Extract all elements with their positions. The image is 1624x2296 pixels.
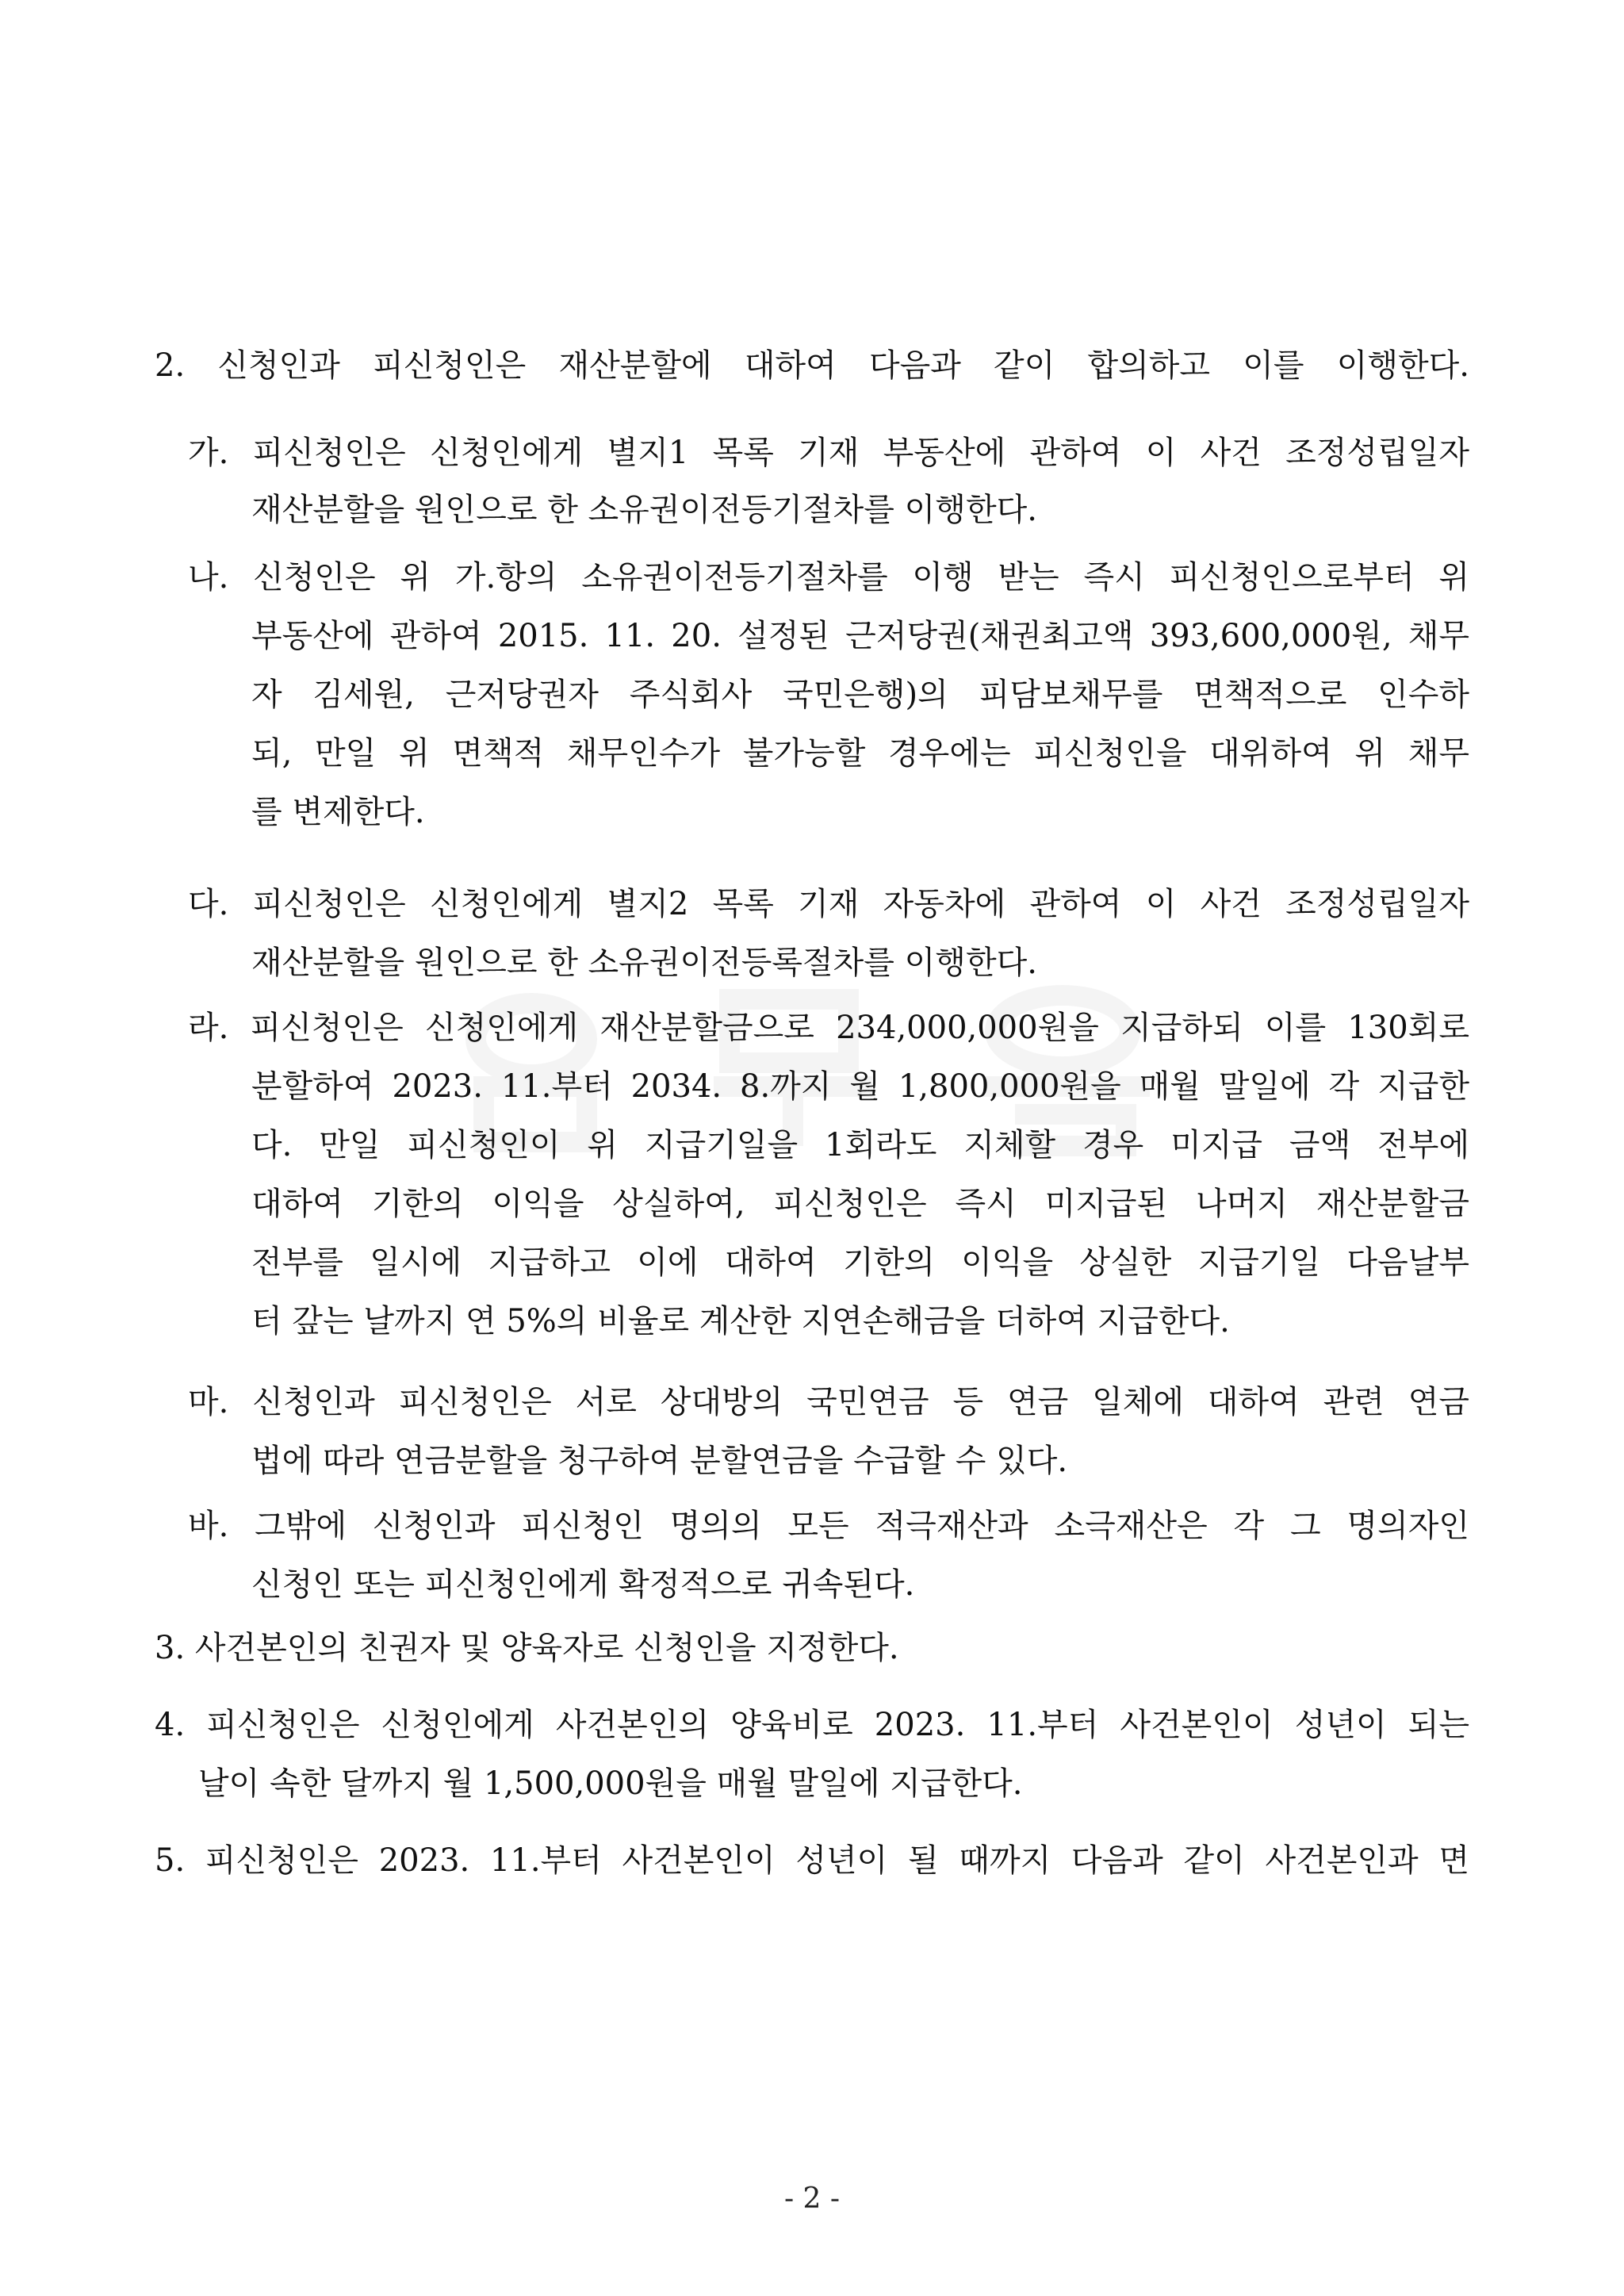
- article-2-line: 2. 신청인과 피신청인은 재산분할에 대하여 다음과 같이 합의하고 이를 이행한다.: [155, 347, 1469, 384]
- article-4-line-1: 4. 피신청인은 신청인에게 사건본인의 양육비로 2023. 11.부터 사건본인이 성년이 되는: [155, 1707, 1469, 1743]
- article-2-na-line-1: 나. 신청인은 위 가.항의 소유권이전등기절차를 이행 받는 즉시 피신청인으로부터 위: [188, 559, 1469, 596]
- article-2-ba-line-1: 바. 그밖에 신청인과 피신청인 명의의 모든 적극재산과 소극재산은 각 그 명의자인: [188, 1508, 1469, 1544]
- article-2-na-line-2: 부동산에 관하여 2015. 11. 20. 설정된 근저당권(채권최고액 393,600,000원, 채무: [251, 618, 1469, 654]
- article-2-na-line-4: 되, 만일 위 면책적 채무인수가 불가능할 경우에는 피신청인을 대위하여 위 채무: [251, 735, 1469, 772]
- article-2-ra-line-2: 분할하여 2023. 11.부터 2034. 8.까지 월 1,800,000원을 매월 말일에 각 지급한: [251, 1068, 1469, 1105]
- article-2-ra-line-4: 대하여 기한의 이익을 상실하여, 피신청인은 즉시 미지급된 나머지 재산분할금: [251, 1186, 1469, 1222]
- article-2-da-line-1: 다. 피신청인은 신청인에게 별지2 목록 기재 자동차에 관하여 이 사건 조정성립일자: [188, 886, 1469, 922]
- article-5-line-1: 5. 피신청인은 2023. 11.부터 사건본인이 성년이 될 때까지 다음과 같이 사건본인과 면: [155, 1842, 1469, 1879]
- article-2-ga-line-2: 재산분할을 원인으로 한 소유권이전등기절차를 이행한다.: [251, 492, 1037, 528]
- article-2-na-line-5: 를 변제한다.: [251, 794, 425, 830]
- article-2-ra-line-3: 다. 만일 피신청인이 위 지급기일을 1회라도 지체할 경우 미지급 금액 전부에: [251, 1127, 1469, 1163]
- article-4-line-2: 날이 속한 달까지 월 1,500,000원을 매월 말일에 지급한다.: [198, 1765, 1023, 1802]
- article-2-ra-line-6: 터 갚는 날까지 연 5%의 비율로 계산한 지연손해금을 더하여 지급한다.: [251, 1303, 1230, 1340]
- article-2-ma-line-2: 법에 따라 연금분할을 청구하여 분할연금을 수급할 수 있다.: [251, 1443, 1068, 1479]
- article-2-ma-line-1: 마. 신청인과 피신청인은 서로 상대방의 국민연금 등 연금 일체에 대하여 관련 연금: [188, 1384, 1469, 1420]
- article-2-ba-line-2: 신청인 또는 피신청인에게 확정적으로 귀속된다.: [251, 1566, 915, 1603]
- article-2-da-line-2: 재산분할을 원인으로 한 소유권이전등록절차를 이행한다.: [251, 945, 1037, 981]
- article-2-na-line-3: 자 김세원, 근저당권자 주식회사 국민은행)의 피담보채무를 면책적으로 인수하: [251, 677, 1469, 713]
- page-number: - 2 -: [783, 2183, 841, 2215]
- article-3-line: 3. 사건본인의 친권자 및 양육자로 신청인을 지정한다.: [155, 1630, 899, 1666]
- article-2-ga-line-1: 가. 피신청인은 신청인에게 별지1 목록 기재 부동산에 관하여 이 사건 조정성립일자: [188, 435, 1469, 471]
- article-2-ra-line-1: 라. 피신청인은 신청인에게 재산분할금으로 234,000,000원을 지급하되 이를 130회로: [188, 1010, 1469, 1046]
- article-2-ra-line-5: 전부를 일시에 지급하고 이에 대하여 기한의 이익을 상실한 지급기일 다음날부: [251, 1244, 1469, 1281]
